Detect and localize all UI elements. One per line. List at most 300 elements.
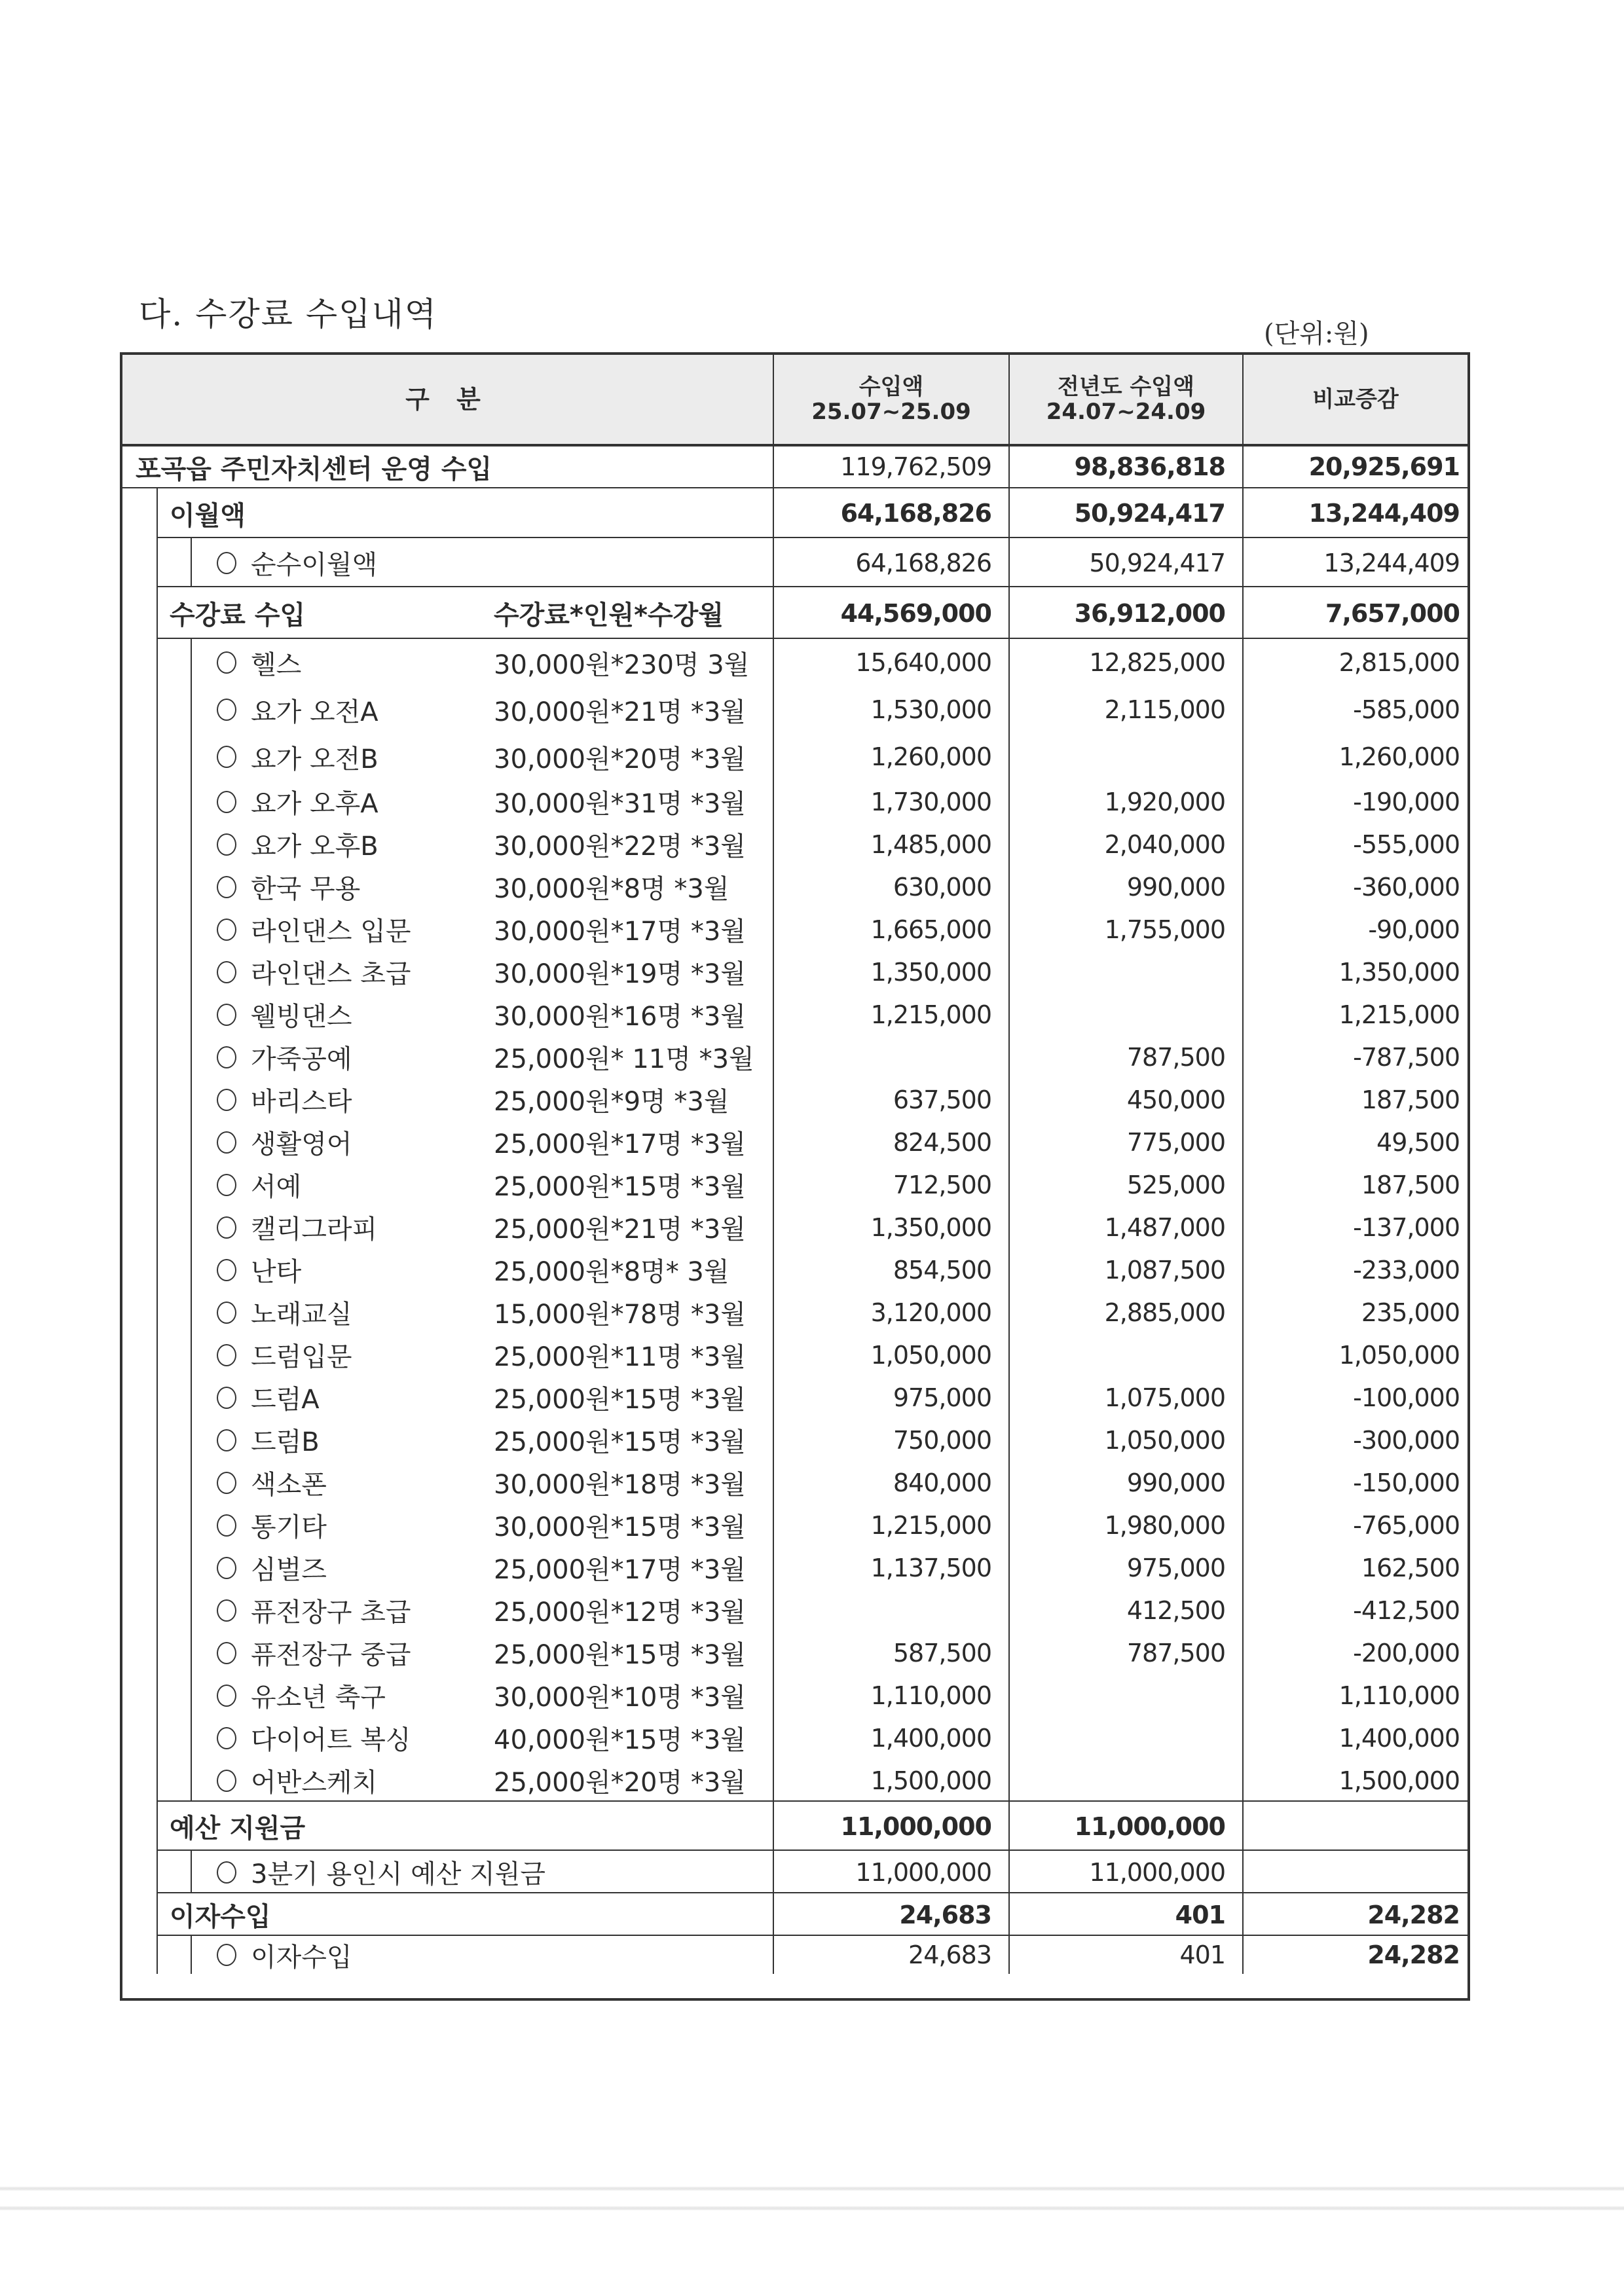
row-formula: 25,000원*17명 *3월: [494, 1129, 746, 1159]
value-current: 1,530,000: [870, 695, 991, 724]
cell-current: [773, 866, 1008, 908]
indent-guide: [157, 1461, 158, 1504]
row-formula: 30,000원*230명 3월: [494, 649, 750, 680]
cell-prev: [1008, 1419, 1242, 1461]
row-label-cell: [122, 1163, 773, 1206]
indent-guide: [157, 488, 158, 538]
value-current: 824,500: [893, 1127, 991, 1157]
row-formula: 25,000원*15명 *3월: [494, 1427, 746, 1457]
cell-diff: [1242, 1546, 1467, 1589]
circle-bullet-icon: [217, 552, 236, 574]
section-title: 다. 수강료 수입내역: [139, 295, 438, 333]
row-label: 요가 오전B: [251, 744, 378, 774]
cell-diff: [1242, 1206, 1467, 1248]
row-label: 다이어트 복싱: [251, 1725, 411, 1755]
indent-guide: [157, 1759, 158, 1802]
cell-diff: [1242, 639, 1467, 686]
scan-artifact: [0, 2187, 1624, 2191]
cell-diff: [1242, 1631, 1467, 1674]
indent-guide: [191, 1036, 192, 1078]
row-label: 유소년 축구: [251, 1683, 386, 1713]
cell-current: [773, 823, 1008, 866]
cell-diff: [1242, 1121, 1467, 1163]
cell-current: [773, 686, 1008, 733]
cell-diff: [1242, 1893, 1467, 1936]
indent-guide: [157, 587, 158, 639]
cell-current: [773, 1163, 1008, 1206]
value-current: 119,762,509: [840, 452, 991, 481]
indent-guide: [191, 1461, 192, 1504]
cell-prev: [1008, 1376, 1242, 1419]
row-label: 요가 오후B: [251, 831, 378, 862]
cell-diff: [1242, 587, 1467, 639]
value-prev: 11,000,000: [1074, 1812, 1225, 1841]
row-label-cell: [122, 1206, 773, 1248]
cell-diff: [1242, 1851, 1467, 1893]
row-tuition-item: [122, 1631, 1467, 1674]
row-label: 드럼A: [251, 1385, 320, 1415]
value-prev: 401: [1179, 1941, 1225, 1969]
indent-guide: [191, 780, 192, 823]
circle-bullet-icon: [217, 1642, 236, 1664]
cell-prev: [1008, 1461, 1242, 1504]
circle-bullet-icon: [217, 1259, 236, 1281]
indent-guide: [191, 1121, 192, 1163]
cell-current: [773, 1419, 1008, 1461]
row-label: 퓨전장구 초급: [251, 1597, 411, 1628]
cell-diff: [1242, 1078, 1467, 1121]
header-current: [773, 355, 1008, 444]
cell-diff: [1242, 1504, 1467, 1546]
cell-diff: [1242, 1936, 1467, 1974]
cell-diff: [1242, 1163, 1467, 1206]
value-prev: 412,500: [1126, 1595, 1225, 1625]
value-diff: 1,215,000: [1338, 1000, 1460, 1029]
row-label: 이자수입: [251, 1942, 352, 1973]
row-formula: 30,000원*8명 *3월: [494, 874, 729, 904]
cell-current: [773, 1376, 1008, 1419]
row-tuition-item: [122, 1163, 1467, 1206]
circle-bullet-icon: [217, 1089, 236, 1111]
circle-bullet-icon: [217, 961, 236, 983]
row-label-cell: [122, 538, 773, 587]
row-formula: 30,000원*15명 *3월: [494, 1512, 746, 1542]
cell-prev: [1008, 1291, 1242, 1334]
cell-current: [773, 1291, 1008, 1334]
row-interest-item: [122, 1936, 1467, 1974]
row-formula: 30,000원*10명 *3월: [494, 1683, 746, 1713]
cell-prev: [1008, 538, 1242, 587]
value-current: 840,000: [893, 1468, 991, 1497]
cell-current: [773, 1631, 1008, 1674]
indent-guide: [191, 686, 192, 733]
row-formula: 30,000원*17명 *3월: [494, 917, 746, 947]
row-tuition-item: [122, 1759, 1467, 1802]
row-label: 순수이월액: [251, 550, 378, 580]
circle-bullet-icon: [217, 1004, 236, 1026]
circle-bullet-icon: [217, 1770, 236, 1792]
circle-bullet-icon: [217, 833, 236, 856]
value-diff: 187,500: [1361, 1085, 1460, 1114]
cell-diff: [1242, 1759, 1467, 1802]
row-label-cell: [122, 866, 773, 908]
row-label: 웰빙댄스: [251, 1002, 352, 1032]
row-label: 퓨전장구 중급: [251, 1640, 411, 1670]
circle-bullet-icon: [217, 1046, 236, 1068]
circle-bullet-icon: [217, 1685, 236, 1707]
indent-guide: [157, 639, 158, 686]
value-prev: 11,000,000: [1089, 1857, 1225, 1887]
value-current: 1,400,000: [870, 1723, 991, 1753]
cell-prev: [1008, 1717, 1242, 1759]
cell-current: [773, 1546, 1008, 1589]
indent-guide: [157, 1248, 158, 1291]
row-label: 색소폰: [251, 1470, 327, 1500]
cell-diff: [1242, 1802, 1467, 1851]
value-diff: 2,815,000: [1338, 648, 1460, 677]
indent-guide: [191, 538, 192, 587]
cell-diff: [1242, 780, 1467, 823]
indent-guide: [157, 951, 158, 993]
row-tuition-item: [122, 951, 1467, 993]
value-prev: 1,075,000: [1104, 1383, 1225, 1412]
circle-bullet-icon: [217, 1599, 236, 1622]
value-diff: -555,000: [1353, 829, 1460, 859]
value-current: 630,000: [893, 872, 991, 902]
cell-current: [773, 1674, 1008, 1717]
row-label: 통기타: [251, 1512, 327, 1542]
value-prev: 1,755,000: [1104, 915, 1225, 944]
cell-diff: [1242, 733, 1467, 780]
value-current: 64,168,826: [840, 499, 991, 528]
indent-guide: [157, 1163, 158, 1206]
cell-prev: [1008, 1504, 1242, 1546]
row-label-cell: [122, 780, 773, 823]
value-current: 1,350,000: [870, 957, 991, 987]
value-current: 1,137,500: [870, 1553, 991, 1582]
indent-guide: [157, 733, 158, 780]
value-prev: 2,040,000: [1104, 829, 1225, 859]
indent-guide: [191, 1078, 192, 1121]
cell-prev: [1008, 1163, 1242, 1206]
value-current: 1,485,000: [870, 829, 991, 859]
row-tuition-item: [122, 993, 1467, 1036]
indent-guide: [191, 1717, 192, 1759]
indent-guide: [191, 639, 192, 686]
row-formula: 40,000원*15명 *3월: [494, 1725, 746, 1755]
value-current: 1,215,000: [870, 1000, 991, 1029]
cell-current: [773, 1504, 1008, 1546]
value-prev: 98,836,818: [1074, 452, 1225, 481]
row-formula: 25,000원*11명 *3월: [494, 1342, 746, 1372]
indent-guide: [157, 1717, 158, 1759]
cell-prev: [1008, 587, 1242, 639]
circle-bullet-icon: [217, 1131, 236, 1154]
row-label-cell: [122, 1631, 773, 1674]
row-label-cell: [122, 1893, 773, 1936]
row-label-cell: [122, 1121, 773, 1163]
cell-current: [773, 1461, 1008, 1504]
cell-current: [773, 1759, 1008, 1802]
row-label: 심벌즈: [251, 1555, 327, 1585]
row-label: 가죽공예: [251, 1044, 352, 1074]
row-label: 어반스케치: [251, 1768, 378, 1798]
value-prev: 1,487,000: [1104, 1212, 1225, 1242]
unit-label: (단위:원): [1264, 319, 1369, 349]
circle-bullet-icon: [217, 919, 236, 941]
indent-guide: [157, 1589, 158, 1631]
value-diff: -200,000: [1353, 1638, 1460, 1667]
indent-guide: [191, 1419, 192, 1461]
cell-diff: [1242, 993, 1467, 1036]
indent-guide: [157, 866, 158, 908]
cell-prev: [1008, 1631, 1242, 1674]
cell-prev: [1008, 1546, 1242, 1589]
cell-prev: [1008, 446, 1242, 487]
indent-guide: [157, 1851, 158, 1893]
indent-guide: [157, 1036, 158, 1078]
value-diff: -412,500: [1353, 1595, 1460, 1625]
circle-bullet-icon: [217, 1727, 236, 1749]
row-label: 생활영어: [251, 1129, 352, 1159]
row-label-cell: [122, 587, 773, 639]
row-formula: 25,000원*15명 *3월: [494, 1172, 746, 1202]
row-label-cell: [122, 733, 773, 780]
cell-diff: [1242, 951, 1467, 993]
cell-diff: [1242, 1461, 1467, 1504]
row-label: 헬스: [251, 649, 302, 680]
circle-bullet-icon: [217, 791, 236, 813]
cell-current: [773, 780, 1008, 823]
circle-bullet-icon: [217, 699, 236, 721]
indent-guide: [157, 538, 158, 587]
cell-current: [773, 639, 1008, 686]
value-diff: -300,000: [1353, 1425, 1460, 1455]
indent-guide: [191, 1546, 192, 1589]
value-prev: 2,115,000: [1104, 695, 1225, 724]
row-label: 예산 지원금: [170, 1813, 306, 1844]
row-formula: 30,000원*20명 *3월: [494, 744, 746, 774]
value-prev: 401: [1175, 1900, 1225, 1929]
row-carryover-item: [122, 538, 1467, 587]
row-label: 한국 무용: [251, 874, 361, 904]
row-label: 드럼입문: [251, 1342, 352, 1372]
indent-guide: [157, 1893, 158, 1936]
value-diff: 13,244,409: [1323, 548, 1460, 577]
cell-current: [773, 538, 1008, 587]
value-current: 1,260,000: [870, 742, 991, 771]
circle-bullet-icon: [217, 876, 236, 898]
cell-diff: [1242, 1036, 1467, 1078]
header-prev-label: 전년도 수입액: [1058, 374, 1194, 400]
indent-guide: [157, 1546, 158, 1589]
cell-current: [773, 1036, 1008, 1078]
cell-diff: [1242, 1674, 1467, 1717]
indent-guide: [157, 908, 158, 951]
indent-guide: [191, 1291, 192, 1334]
cell-diff: [1242, 866, 1467, 908]
value-current: 15,640,000: [855, 648, 991, 677]
indent-guide: [191, 866, 192, 908]
row-label: 서예: [251, 1172, 302, 1202]
value-diff: -137,000: [1353, 1212, 1460, 1242]
indent-guide: [191, 1206, 192, 1248]
value-diff: -100,000: [1353, 1383, 1460, 1412]
cell-current: [773, 1893, 1008, 1936]
circle-bullet-icon: [217, 1472, 236, 1494]
row-label: 캘리그라피: [251, 1214, 378, 1245]
row-label: 이월액: [170, 500, 246, 531]
row-tuition-item: [122, 1248, 1467, 1291]
indent-guide: [191, 1334, 192, 1376]
value-current: 1,215,000: [870, 1510, 991, 1540]
indent-guide: [191, 1851, 192, 1893]
indent-guide: [191, 993, 192, 1036]
cell-prev: [1008, 866, 1242, 908]
cell-current: [773, 446, 1008, 487]
value-diff: 1,400,000: [1338, 1723, 1460, 1753]
value-diff: 162,500: [1361, 1553, 1460, 1582]
cell-prev: [1008, 1248, 1242, 1291]
indent-guide: [157, 1206, 158, 1248]
circle-bullet-icon: [217, 1514, 236, 1537]
indent-guide: [157, 1802, 158, 1851]
value-prev: 2,885,000: [1104, 1298, 1225, 1327]
value-prev: 450,000: [1126, 1085, 1225, 1114]
row-label: 라인댄스 입문: [251, 917, 411, 947]
cell-diff: [1242, 908, 1467, 951]
cell-prev: [1008, 1851, 1242, 1893]
cell-diff: [1242, 686, 1467, 733]
cell-diff: [1242, 1291, 1467, 1334]
row-tuition-item: [122, 823, 1467, 866]
indent-guide: [157, 780, 158, 823]
value-current: 712,500: [893, 1170, 991, 1199]
cell-prev: [1008, 1893, 1242, 1936]
row-formula: 25,000원* 11명 *3월: [494, 1044, 754, 1074]
value-prev: 787,500: [1126, 1638, 1225, 1667]
value-prev: 1,050,000: [1104, 1425, 1225, 1455]
row-tuition-item: [122, 1206, 1467, 1248]
row-label: 3분기 용인시 예산 지원금: [251, 1859, 545, 1889]
cell-current: [773, 1802, 1008, 1851]
value-diff: 20,925,691: [1308, 452, 1460, 481]
indent-guide: [157, 1674, 158, 1717]
value-diff: 1,500,000: [1338, 1766, 1460, 1795]
indent-guide: [157, 1419, 158, 1461]
indent-guide: [191, 1376, 192, 1419]
indent-guide: [191, 733, 192, 780]
value-diff: 187,500: [1361, 1170, 1460, 1199]
row-label: 노래교실: [251, 1300, 352, 1330]
cell-prev: [1008, 1036, 1242, 1078]
row-label-cell: [122, 1504, 773, 1546]
cell-prev: [1008, 993, 1242, 1036]
indent-guide: [191, 1936, 192, 1974]
row-formula: 30,000원*19명 *3월: [494, 959, 746, 989]
row-tuition-item: [122, 866, 1467, 908]
value-diff: 49,500: [1376, 1127, 1460, 1157]
value-prev: 787,500: [1126, 1042, 1225, 1072]
cell-current: [773, 1717, 1008, 1759]
value-diff: 1,350,000: [1338, 957, 1460, 987]
row-tuition-item: [122, 1504, 1467, 1546]
circle-bullet-icon: [217, 1944, 236, 1966]
cell-current: [773, 1206, 1008, 1248]
row-formula: 25,000원*15명 *3월: [494, 1385, 746, 1415]
value-diff: 7,657,000: [1325, 598, 1460, 628]
value-current: 24,683: [899, 1900, 991, 1929]
header-prev: [1008, 355, 1242, 444]
circle-bullet-icon: [217, 1302, 236, 1324]
value-prev: 36,912,000: [1074, 598, 1225, 628]
cell-current: [773, 993, 1008, 1036]
value-current: 11,000,000: [855, 1857, 991, 1887]
row-budget: [122, 1802, 1467, 1851]
row-formula: 수강료*인원*수강월: [494, 600, 724, 630]
row-label-cell: [122, 823, 773, 866]
cell-diff: [1242, 823, 1467, 866]
header-current-label: 수입액: [858, 374, 924, 400]
row-label-cell: [122, 1717, 773, 1759]
indent-guide: [191, 823, 192, 866]
row-formula: 25,000원*8명* 3월: [494, 1257, 729, 1287]
value-diff: 1,260,000: [1338, 742, 1460, 771]
cell-current: [773, 1248, 1008, 1291]
cell-current: [773, 951, 1008, 993]
row-formula: 25,000원*9명 *3월: [494, 1087, 729, 1117]
cell-current: [773, 733, 1008, 780]
row-budget-item: [122, 1851, 1467, 1893]
value-diff: 1,050,000: [1338, 1340, 1460, 1370]
value-current: 587,500: [893, 1638, 991, 1667]
value-current: 750,000: [893, 1425, 991, 1455]
header-diff: 비교증감: [1242, 355, 1467, 444]
value-diff: -787,500: [1353, 1042, 1460, 1072]
indent-guide: [157, 823, 158, 866]
row-label-cell: [122, 1419, 773, 1461]
cell-prev: [1008, 488, 1242, 538]
value-diff: 24,282: [1367, 1900, 1460, 1929]
value-diff: -233,000: [1353, 1255, 1460, 1285]
indent-guide: [157, 1504, 158, 1546]
row-formula: 30,000원*22명 *3월: [494, 831, 746, 862]
value-current: 1,500,000: [870, 1766, 991, 1795]
row-label-cell: [122, 1376, 773, 1419]
row-formula: 25,000원*17명 *3월: [494, 1555, 746, 1585]
value-prev: 12,825,000: [1089, 648, 1225, 677]
row-label-cell: [122, 993, 773, 1036]
indent-guide: [157, 1631, 158, 1674]
indent-guide: [157, 1936, 158, 1974]
indent-guide: [191, 1631, 192, 1674]
circle-bullet-icon: [217, 1174, 236, 1196]
row-label: 이자수입: [170, 1902, 271, 1932]
circle-bullet-icon: [217, 1557, 236, 1579]
value-prev: 775,000: [1126, 1127, 1225, 1157]
indent-guide: [157, 686, 158, 733]
row-label: 난타: [251, 1257, 302, 1287]
row-tuition-item: [122, 908, 1467, 951]
row-label: 바리스타: [251, 1087, 352, 1117]
value-diff: -190,000: [1353, 787, 1460, 816]
cell-prev: [1008, 1078, 1242, 1121]
row-tuition-item: [122, 1334, 1467, 1376]
row-label-cell: [122, 1851, 773, 1893]
cell-prev: [1008, 1589, 1242, 1631]
row-label-cell: [122, 1334, 773, 1376]
indent-guide: [191, 1759, 192, 1802]
